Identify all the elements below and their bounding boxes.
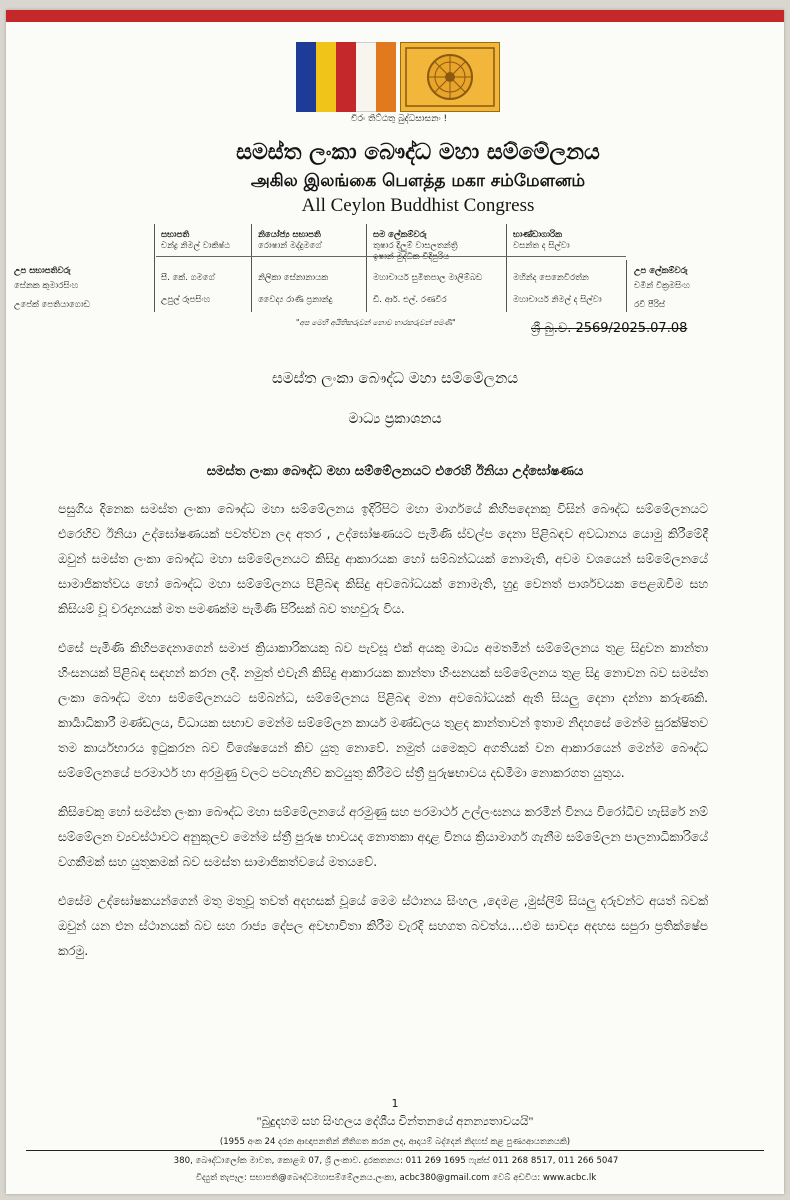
org-title-english: All Ceylon Buddhist Congress <box>301 195 535 216</box>
divider <box>154 224 155 312</box>
letter-page <box>6 10 784 1194</box>
committee-member: නිලිකා සේනානායක <box>258 273 329 283</box>
flag-strip-red <box>336 42 356 112</box>
subject-heading: සමස්ත ලංකා බෞද්ධ මහා සම්මේලනයට එරෙහි ඊනියා උද්ඝෝෂණය <box>206 464 584 479</box>
dharma-wheel-icon <box>401 43 499 111</box>
congress-logo <box>296 42 501 112</box>
motto: චිරං තිට්ඨතු බුද්ධසාසනං ! <box>351 114 448 124</box>
footer-address: 380, බෞද්ධාලෝක මාවත, කොළඹ 07, ශ්‍රී ලංකාව. දුරකතනය: 011 269 1695 ෆැක්ස් 011 268 8517, 011 266 5047 <box>173 1156 619 1166</box>
committee-member: මහාචාර්ය නිමල් ද සිල්වා <box>513 295 602 305</box>
body-paragraph: කිසිවෙකු හෝ සමස්ත ලංකා බෞද්ධ මහා සම්මේලනයේ අරමුණු සහ පරමාර්ථ උල්ලංඝනය කරමින් විනය විරෝධීව හැසිරේ නම් සම්මේලන ව්‍යවස්ථාවට අනුකූලව මෙන්ම ස්ත්‍රී පුරුෂ භාවයද නොතකා අදාළ විනය ක්‍රියාමාර්ග ගැනීම සම්මේලන පාලනාධිකාරියේ වගකීමක් සහ යුතුකමක් බව සමස්ත සාමාජිකත්වයේ මතයවේ. <box>58 805 708 869</box>
divider <box>626 260 627 312</box>
footer-divider <box>26 1150 764 1151</box>
senior-vp-role: නියෝජ්‍ය සභාපති <box>258 230 321 240</box>
treasurer-role: භාණ්ඩාගාරික <box>513 230 563 240</box>
top-color-band <box>6 10 784 22</box>
org-title-sinhala: සමස්ත ලංකා බෞද්ධ මහා සම්මේලනය <box>236 140 600 165</box>
body-paragraph: පසුගිය දිනෙක සමස්ත ලංකා බෞද්ධ මහා සම්මේලනය ඉදිරිපිට මහා මාර්ගයේ කිහිපදෙනකු විසින් බෞද්ධ සම්මේලනයට එරෙහිව ඊනියා උද්ඝෝෂණයක් පවත්වන ලද අතර , උද්ඝෝෂණයට පැමිණි ස්වල්ප දෙනා පිළිබඳව අවධානය යොමු කිරීමේදී ඔවුන් සමස්ත ලංකා බෞද්ධ මහා සම්මේලනයට කිසිදු ආකාරයක හෝ සම්බන්ධයක් නොමැති, අවම වශයෙන් සම්මේලනයේ සාමාජිකත්වය හෝ බෞද්ධ මහා සම්මේලනය පිළිබඳ කිසිදු අවබෝධයක් නොමැති, හුදු වෙනත් පාර්ශවයක පෙළඹවීම සහ කිසියම් වූ වරදානයක් මත පමණක්ම පැමිණි පිරිසක් බව තහවුරු විය. <box>58 502 708 616</box>
deputy-secretary-name: රවී පීරිස් <box>634 300 665 310</box>
footer-note: (1955 අංක 24 දරන ආඥාපනතින් නීතිගත කරන ලද, ආදායම් බද්දෙන් නිදහස් කළ පුණ්‍යආයතනයකි) <box>219 1137 571 1147</box>
org-heading: සමස්ත ලංකා බෞද්ධ මහා සම්මේලනය <box>271 369 519 387</box>
committee-member: වෛද්‍ය රාණි ප්‍රනාන්දු <box>258 295 333 305</box>
committee-member: මහින්ද සෙනෙවිරත්න <box>513 273 589 283</box>
flag-strip-orange <box>376 42 396 112</box>
flag-strip-white <box>356 42 376 112</box>
vice-president-name: සේනක කුමාරසිංහ <box>14 281 79 291</box>
flag-strip-blue <box>296 42 316 112</box>
buddhist-flag-icon <box>296 42 396 112</box>
president-block <box>161 230 230 252</box>
flag-strip-yellow <box>316 42 336 112</box>
committee-member: උපුල් රූපසිංහ <box>161 295 211 305</box>
treasurer-name: වසන්ත ද සිල්වා <box>513 241 570 251</box>
joint-secretary-name: තුෂාර දිලුම් වාසලතන්ත්‍රි <box>373 241 458 251</box>
joint-secretaries-role: සම ලේකම්වරු <box>373 230 427 240</box>
letter-body <box>58 497 708 978</box>
vice-president-name: උපේක් පෙතියාගොඩ <box>14 300 90 310</box>
dharma-wheel-flag <box>400 42 500 112</box>
deputy-secretaries-block <box>634 266 690 311</box>
org-title-tamil: அகில இலங்கை பௌத்த மகா சம்மேளனம் <box>250 171 586 191</box>
committee-member: සී. කේ. ගමගේ <box>161 273 215 283</box>
president-name: චන්ද්‍ර නිමල් වාකිෂ්ඨ <box>161 241 231 251</box>
vice-presidents-role: උප සභාපතිවරු <box>14 266 71 276</box>
page-number: 1 <box>391 1097 399 1110</box>
tagline: "අප මෙහි අයිතිකරුවන් නොව භාරකරුවන් පමණි" <box>296 318 456 327</box>
joint-secretaries-block <box>373 230 458 263</box>
senior-vp-block <box>258 230 322 252</box>
committee-member: මහාචාර්ය සුමිතපාල මාලිම්බඩ <box>373 273 483 283</box>
deputy-secretaries-role: උප ලේකම්වරු <box>634 266 688 276</box>
media-release-heading: මාධ්‍ය ප්‍රකාශනය <box>348 411 442 427</box>
deputy-secretary-name: චමින් වික්‍රමසිංහ <box>634 281 690 291</box>
divider <box>251 224 252 312</box>
footer-contact: විද්‍යුත් තැපෑල: සභාපති@බෞද්ධමහාසම්මේලනය.ලංකා, acbc380@gmail.com වෙබ් අඩවිය: www.acbc.lk <box>195 1173 597 1183</box>
body-paragraph: එසේ පැමිණි කිහිපදෙනාගෙන් සමාජ ක්‍රියාකාරිකයකු බව පැවසූ එක් අයකු මාධ්‍ය අමතමින් සම්මේලනය තුළ සිදුවන කාන්තා හිංසනයක් පිළිබඳ සඳහන් කරන ලදී. නමුත් එවැනි කිසිදු ආකාරයක කාන්තා හිංසනයක් සම්මේලනය තුළ සිදු නොවන බව සමස්ත ලංකා බෞද්ධ මහා සම්මේලනයට සම්බන්ධ, සම්මේලනය පිළිබඳ මනා අවබෝධයක් ඇති සියලු දෙනා දන්නා කරුණකි. කාර්‍යාධිකාරී මණ්ඩලය, විධායක සභාව මෙන්ම සම්මේලන කාර්ය මණ්ඩලය තුළද කාන්තාවන් ඉතාම නිදහසේ මෙන්ම සුරක්ෂිතව තම කාර්යභාරය ඉටුකරන බව විශේෂයෙන් කිව යුතු නොවේ. නමුත් යමෙකුට අගතියක් වන ආකාරයෙන් මෙන්ම බෞද්ධ සම්මේලනයේ පරමාර්ථ හා අරමුණු වලට පටහැනිව කටයුතු කිරීමට ස්ත්‍රී පුරුෂභාවය දඩමීමා නොකරගත යුතුය. <box>58 641 708 780</box>
divider <box>366 224 367 312</box>
body-paragraph: එසේම උද්ඝෝෂකයන්ගෙන් මතු මතුවූ තවත් අදහසක් වූයේ මෙම ස්ථානය සිංහල ,දෙමළ ,මුස්ලිම් සියලු දරුවන්ට අයත් බවක් ඔවුන් යන එන ස්ථානයක් බව සහ රාජ්‍ය දේපල අවභාවිතා කිරීම වැරදි සහගත බවත්ය....එම සාවද්‍ය අදහස සපුරා ප්‍රතික්ෂේප කරමු. <box>58 894 708 958</box>
senior-vp-name: රොෂාන් මද්දුමගේ <box>258 241 322 251</box>
treasurer-block <box>513 230 570 252</box>
president-role: සභාපති <box>161 230 190 240</box>
joint-secretary-name: ඉෂාන් මුද්ධික වීදිපුරිය <box>373 252 450 262</box>
footer-quote: "බුදුදහම සහ සිංහලය දේශීය චින්තනයේ අනන්‍යතාවයයි" <box>256 1114 534 1128</box>
committee-member: ඩී. ආර්. එල්. රණවීර <box>373 295 447 305</box>
divider <box>506 224 507 312</box>
vice-presidents-block <box>14 266 90 311</box>
reference-date: ශ්‍රී බු.ව. 2569/2025.07.08 <box>531 321 688 336</box>
